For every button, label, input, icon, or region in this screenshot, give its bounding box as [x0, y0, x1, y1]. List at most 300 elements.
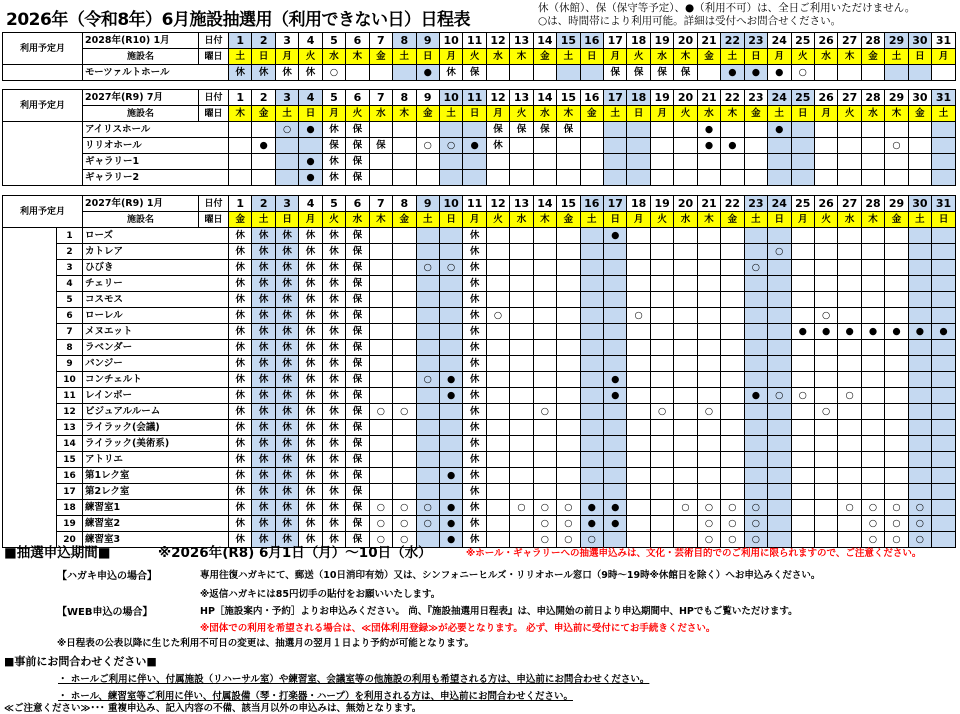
day-cell: ○	[885, 138, 908, 154]
day-cell	[814, 228, 837, 244]
day-cell	[604, 484, 627, 500]
day-cell	[650, 372, 673, 388]
facility-name: 練習室3	[83, 532, 229, 548]
weekday-25: 日	[791, 106, 814, 122]
day-cell	[721, 276, 744, 292]
day-cell	[650, 170, 673, 186]
weekday-15: 土	[557, 49, 580, 65]
day-cell	[369, 228, 392, 244]
day-cell	[838, 452, 861, 468]
day-cell: 保	[627, 65, 650, 81]
day-cell: 休	[275, 324, 298, 340]
day-cell	[486, 436, 509, 452]
date-11: 11	[463, 33, 486, 49]
day-cell	[604, 468, 627, 484]
day-cell: 休	[252, 420, 275, 436]
day-cell	[721, 356, 744, 372]
day-cell	[627, 154, 650, 170]
day-cell	[885, 276, 908, 292]
day-cell	[838, 244, 861, 260]
day-cell	[697, 388, 720, 404]
period-dates: ※2026年(R8) 6月1日（月）～10日（水）	[158, 545, 432, 561]
weekday-2: 日	[252, 49, 275, 65]
day-cell: 休	[463, 244, 486, 260]
day-cell: 休	[299, 324, 322, 340]
day-cell	[838, 260, 861, 276]
day-cell	[697, 244, 720, 260]
day-cell	[416, 308, 439, 324]
day-cell	[650, 436, 673, 452]
day-cell: ○	[650, 404, 673, 420]
day-cell: 休	[463, 388, 486, 404]
day-cell: ○	[861, 500, 884, 516]
day-cell	[650, 308, 673, 324]
day-cell	[768, 484, 791, 500]
day-cell: ○	[439, 138, 462, 154]
day-cell	[627, 356, 650, 372]
day-cell: 休	[463, 436, 486, 452]
day-cell: 休	[463, 500, 486, 516]
day-cell	[861, 170, 884, 186]
day-cell: ○	[885, 500, 908, 516]
day-cell	[275, 154, 298, 170]
day-cell: 保	[346, 532, 369, 548]
day-cell	[510, 404, 533, 420]
day-cell	[486, 484, 509, 500]
weekday-16: 日	[580, 49, 603, 65]
day-cell	[580, 228, 603, 244]
date-24: 24	[768, 196, 791, 212]
day-cell	[393, 420, 416, 436]
day-cell	[416, 292, 439, 308]
weekday-23: 金	[744, 106, 767, 122]
day-cell: 休	[275, 340, 298, 356]
day-cell: 休	[252, 292, 275, 308]
day-cell: 休	[463, 468, 486, 484]
inquiry-heading: ■事前にお問合わせください■	[4, 655, 157, 668]
day-cell	[744, 244, 767, 260]
table-row	[3, 308, 956, 324]
day-cell: ○	[416, 372, 439, 388]
day-cell	[861, 468, 884, 484]
day-cell: ○	[369, 500, 392, 516]
day-cell	[838, 170, 861, 186]
date-22: 22	[721, 33, 744, 49]
day-cell: 休	[322, 436, 345, 452]
day-cell	[486, 388, 509, 404]
day-cell	[416, 122, 439, 138]
day-cell	[885, 404, 908, 420]
weekday-28: 金	[861, 49, 884, 65]
day-cell: 休	[322, 170, 345, 186]
day-cell: 保	[650, 65, 673, 81]
day-cell: 休	[275, 276, 298, 292]
day-cell: ●	[463, 138, 486, 154]
day-cell: ●	[439, 468, 462, 484]
day-cell	[932, 228, 956, 244]
day-cell	[814, 452, 837, 468]
day-cell	[604, 170, 627, 186]
day-cell: ○	[533, 532, 556, 548]
day-cell	[557, 420, 580, 436]
weekday-10: 土	[439, 106, 462, 122]
weekday-26: 月	[814, 106, 837, 122]
period-warning: ※ホール・ギャラリーへの抽選申込みは、文化・芸術目的でのご利用に限られますので、ご注意ください。	[466, 548, 922, 559]
date-20: 20	[674, 33, 697, 49]
day-cell	[768, 404, 791, 420]
day-cell	[908, 138, 931, 154]
day-cell	[908, 436, 931, 452]
date-13: 13	[510, 33, 533, 49]
day-cell	[885, 356, 908, 372]
facility-name: ライラック(美術系)	[83, 436, 229, 452]
day-cell: 休	[275, 372, 298, 388]
day-cell: ●	[580, 516, 603, 532]
day-cell	[510, 420, 533, 436]
day-cell: 休	[299, 436, 322, 452]
day-cell	[393, 388, 416, 404]
weekday-6: 木	[346, 49, 369, 65]
day-cell	[604, 452, 627, 468]
day-cell: 休	[299, 420, 322, 436]
day-cell	[932, 356, 956, 372]
date-14: 14	[533, 196, 556, 212]
day-cell	[416, 388, 439, 404]
date-1: 1	[229, 90, 252, 106]
day-cell	[814, 356, 837, 372]
day-cell: ○	[814, 308, 837, 324]
day-cell	[439, 484, 462, 500]
day-cell: ●	[861, 324, 884, 340]
day-cell: 休	[299, 356, 322, 372]
day-cell	[908, 420, 931, 436]
date-7: 7	[369, 90, 392, 106]
date-29: 29	[885, 196, 908, 212]
day-cell	[393, 324, 416, 340]
day-cell: 保	[346, 404, 369, 420]
weekday-20: 火	[674, 106, 697, 122]
row-number: 5	[57, 292, 83, 308]
day-cell	[416, 154, 439, 170]
day-cell	[885, 340, 908, 356]
day-cell	[580, 276, 603, 292]
weekday-19: 火	[650, 212, 673, 228]
date-28: 28	[861, 90, 884, 106]
weekday-24: 日	[768, 212, 791, 228]
day-cell	[861, 436, 884, 452]
day-cell: 休	[299, 468, 322, 484]
day-cell: ●	[791, 324, 814, 340]
day-cell	[838, 308, 861, 324]
day-cell	[510, 65, 533, 81]
day-cell	[932, 500, 956, 516]
day-cell: 保	[463, 65, 486, 81]
day-cell	[650, 340, 673, 356]
day-cell	[697, 65, 720, 81]
day-cell: 休	[252, 404, 275, 420]
day-cell	[814, 65, 837, 81]
day-cell	[674, 276, 697, 292]
weekday-2: 金	[252, 106, 275, 122]
day-cell: 保	[557, 122, 580, 138]
day-cell: 休	[252, 65, 275, 81]
day-cell: ○	[369, 404, 392, 420]
row-number: 1	[57, 228, 83, 244]
day-cell	[838, 516, 861, 532]
day-cell	[697, 324, 720, 340]
day-cell	[908, 452, 931, 468]
day-cell	[814, 260, 837, 276]
day-cell: 休	[275, 500, 298, 516]
day-cell	[580, 122, 603, 138]
day-cell: 休	[299, 340, 322, 356]
date-27: 27	[838, 33, 861, 49]
day-cell	[697, 468, 720, 484]
day-cell: ●	[439, 372, 462, 388]
day-cell	[533, 138, 556, 154]
weekday-9: 日	[416, 49, 439, 65]
day-cell	[697, 292, 720, 308]
table-row	[3, 468, 956, 484]
row-number: 16	[57, 468, 83, 484]
day-cell: 休	[463, 260, 486, 276]
day-cell: ○	[393, 404, 416, 420]
day-cell	[486, 500, 509, 516]
day-cell	[721, 468, 744, 484]
day-cell: ○	[791, 65, 814, 81]
date-10: 10	[439, 33, 462, 49]
weekday-28: 木	[861, 212, 884, 228]
day-cell	[393, 372, 416, 388]
day-cell	[908, 170, 931, 186]
date-11: 11	[463, 196, 486, 212]
day-cell	[650, 122, 673, 138]
day-cell	[557, 228, 580, 244]
weekday-9: 金	[416, 106, 439, 122]
facility-name: モーツァルトホール	[83, 65, 229, 81]
facility-name: ひびき	[83, 260, 229, 276]
day-cell	[861, 260, 884, 276]
day-cell: 休	[252, 388, 275, 404]
day-cell	[580, 154, 603, 170]
day-cell	[510, 260, 533, 276]
day-cell	[604, 260, 627, 276]
date-19: 19	[650, 90, 673, 106]
day-cell	[486, 276, 509, 292]
day-cell: ○	[744, 532, 767, 548]
legend	[538, 2, 915, 28]
date-7: 7	[369, 196, 392, 212]
day-cell: 休	[299, 276, 322, 292]
day-cell: 休	[299, 372, 322, 388]
day-cell	[814, 122, 837, 138]
table-row	[3, 356, 956, 372]
day-cell	[369, 308, 392, 324]
day-cell	[604, 154, 627, 170]
table-row	[3, 276, 956, 292]
day-cell	[650, 228, 673, 244]
day-cell: ●	[416, 65, 439, 81]
weekday-19: 月	[650, 106, 673, 122]
day-cell: 休	[299, 532, 322, 548]
section-month: 2027年(R9) 1月	[83, 196, 199, 212]
day-cell	[674, 244, 697, 260]
day-cell	[791, 170, 814, 186]
day-cell: ○	[416, 516, 439, 532]
day-cell: ●	[439, 516, 462, 532]
day-cell	[861, 308, 884, 324]
day-cell	[908, 244, 931, 260]
day-cell	[814, 292, 837, 308]
day-cell	[744, 276, 767, 292]
day-cell	[627, 244, 650, 260]
day-cell	[791, 516, 814, 532]
day-cell: 休	[275, 228, 298, 244]
day-cell	[697, 452, 720, 468]
day-cell	[486, 340, 509, 356]
day-cell	[814, 138, 837, 154]
date-13: 13	[510, 90, 533, 106]
day-cell: 休	[299, 228, 322, 244]
day-cell	[885, 372, 908, 388]
day-cell: 保	[346, 308, 369, 324]
weekday-27: 木	[838, 49, 861, 65]
weekday-4: 月	[299, 212, 322, 228]
day-cell	[650, 500, 673, 516]
date-5: 5	[322, 196, 345, 212]
day-cell: 休	[252, 532, 275, 548]
day-cell	[885, 308, 908, 324]
day-cell	[627, 388, 650, 404]
day-cell	[861, 356, 884, 372]
facility-name: パンジー	[83, 356, 229, 372]
day-cell	[580, 292, 603, 308]
weekday-20: 木	[674, 49, 697, 65]
day-cell	[674, 404, 697, 420]
day-cell	[580, 340, 603, 356]
day-cell	[439, 244, 462, 260]
table-row	[3, 500, 956, 516]
day-cell	[744, 340, 767, 356]
day-cell	[486, 420, 509, 436]
day-cell	[674, 292, 697, 308]
day-cell	[533, 154, 556, 170]
day-cell	[580, 308, 603, 324]
weekday-14: 金	[533, 49, 556, 65]
day-cell	[932, 388, 956, 404]
day-cell	[768, 228, 791, 244]
day-cell	[510, 228, 533, 244]
date-6: 6	[346, 33, 369, 49]
day-cell	[393, 122, 416, 138]
day-cell	[252, 154, 275, 170]
day-cell	[369, 170, 392, 186]
day-cell: ●	[697, 122, 720, 138]
date-2: 2	[252, 196, 275, 212]
weekday-27: 火	[838, 106, 861, 122]
day-cell	[908, 228, 931, 244]
day-cell	[697, 154, 720, 170]
day-cell	[697, 372, 720, 388]
table-row	[3, 388, 956, 404]
day-cell: 休	[322, 404, 345, 420]
day-cell	[885, 170, 908, 186]
day-cell	[627, 324, 650, 340]
date-18: 18	[627, 90, 650, 106]
day-cell	[697, 340, 720, 356]
facility-name: カトレア	[83, 244, 229, 260]
day-cell	[510, 388, 533, 404]
day-cell	[908, 404, 931, 420]
day-cell	[486, 324, 509, 340]
date-14: 14	[533, 90, 556, 106]
day-cell: 休	[252, 484, 275, 500]
day-cell	[486, 292, 509, 308]
day-cell	[768, 276, 791, 292]
day-cell	[791, 228, 814, 244]
day-cell: 休	[322, 516, 345, 532]
day-cell	[299, 138, 322, 154]
day-cell	[674, 436, 697, 452]
day-cell	[393, 228, 416, 244]
day-cell: ○	[908, 516, 931, 532]
weekday-17: 日	[604, 212, 627, 228]
date-31: 31	[932, 90, 956, 106]
day-cell	[885, 452, 908, 468]
day-cell	[885, 420, 908, 436]
day-cell: 保	[369, 138, 392, 154]
day-cell	[439, 154, 462, 170]
day-cell: 保	[346, 340, 369, 356]
day-cell	[650, 484, 673, 500]
day-cell: 休	[229, 372, 252, 388]
day-cell: ●	[768, 65, 791, 81]
day-cell	[627, 340, 650, 356]
day-cell: 休	[229, 452, 252, 468]
day-cell	[393, 484, 416, 500]
day-cell: 休	[252, 356, 275, 372]
day-cell	[791, 356, 814, 372]
date-10: 10	[439, 90, 462, 106]
day-cell: 保	[346, 138, 369, 154]
day-cell: ○	[697, 500, 720, 516]
day-cell	[627, 228, 650, 244]
day-cell	[510, 516, 533, 532]
day-cell: 休	[463, 292, 486, 308]
day-cell: ○	[838, 388, 861, 404]
day-cell: 保	[346, 388, 369, 404]
day-cell	[533, 292, 556, 308]
day-cell: 休	[275, 452, 298, 468]
day-cell	[580, 484, 603, 500]
day-cell	[416, 468, 439, 484]
day-cell	[486, 468, 509, 484]
day-cell: 保	[346, 292, 369, 308]
day-cell	[369, 154, 392, 170]
day-cell	[721, 324, 744, 340]
date-11: 11	[463, 90, 486, 106]
day-cell: ●	[439, 532, 462, 548]
day-cell	[439, 276, 462, 292]
day-cell: 休	[322, 244, 345, 260]
day-cell: 休	[299, 65, 322, 81]
day-cell	[697, 260, 720, 276]
day-cell	[908, 484, 931, 500]
date-10: 10	[439, 196, 462, 212]
day-cell	[744, 452, 767, 468]
day-cell	[721, 452, 744, 468]
day-cell	[627, 516, 650, 532]
